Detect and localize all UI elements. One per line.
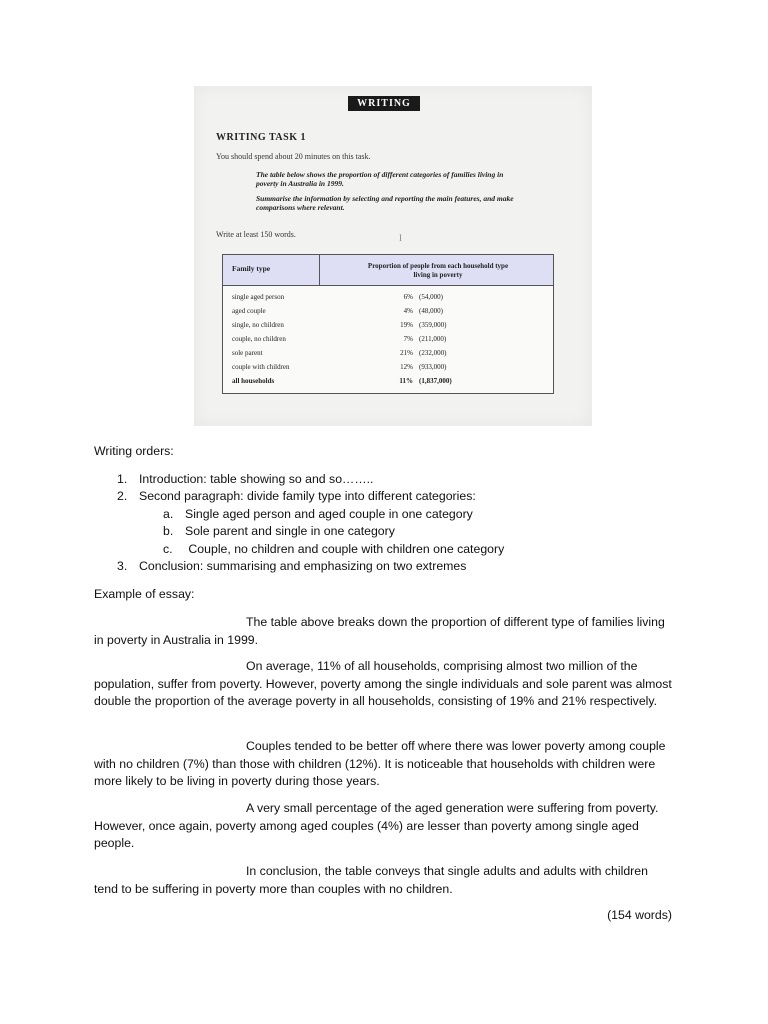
list-item-number: c. — [163, 542, 173, 556]
count-cell: (54,000) — [419, 293, 443, 301]
list-item-text: Single aged person and aged couple in one category — [185, 507, 473, 521]
table-row — [223, 361, 553, 375]
count-cell: (211,000) — [419, 335, 447, 343]
essay-paragraph: Couples tended to be better off where there was lower poverty among couple with no children (7%) than those with children (12%). It is noticeable that households with children were more likely to be living in poverty during those years. — [94, 739, 666, 788]
table-row-total — [223, 375, 553, 389]
list-item-text: Conclusion: summarising and emphasizing on two extremes — [139, 559, 467, 573]
column-header-proportion: Proportion of people from each household type living in poverty — [367, 262, 509, 279]
percent-cell: 6% — [403, 293, 413, 301]
table-row — [223, 305, 553, 319]
essay-paragraph: The table above breaks down the proportion of different type of families living in poverty in Australia in 1999. — [94, 615, 665, 647]
family-type-cell: single aged person — [232, 293, 285, 301]
list-item-number: 1. — [117, 472, 128, 486]
table-row — [223, 319, 553, 333]
family-type-cell: single, no children — [232, 321, 284, 329]
family-type-cell: couple, no children — [232, 335, 286, 343]
family-type-cell: all households — [232, 377, 275, 385]
list-item-number: 2. — [117, 489, 128, 503]
word-count: (154 words) — [607, 908, 672, 922]
table-header — [223, 255, 553, 286]
task-scan-image — [194, 86, 592, 426]
table-row — [223, 333, 553, 347]
task-min-words: Write at least 150 words. — [216, 230, 296, 239]
task-time-note: You should spend about 20 minutes on this task. — [216, 152, 371, 161]
list-subitem — [163, 542, 504, 556]
task-prompt — [256, 170, 516, 218]
section-banner: WRITING — [348, 96, 420, 111]
family-type-cell: couple with children — [232, 363, 290, 371]
essay-example-label: Example of essay: — [94, 587, 195, 601]
family-type-cell: aged couple — [232, 307, 266, 315]
list-item-text: Second paragraph: divide family type into different categories: — [139, 489, 476, 503]
list-item — [117, 472, 373, 486]
count-cell: (232,000) — [419, 349, 447, 357]
percent-cell: 21% — [400, 349, 413, 357]
percent-cell: 7% — [403, 335, 413, 343]
list-subitem — [163, 507, 473, 521]
percent-cell: 19% — [400, 321, 413, 329]
writing-orders-label: Writing orders: — [94, 444, 174, 458]
list-item-number: a. — [163, 507, 174, 521]
essay-paragraph: In conclusion, the table conveys that single adults and adults with children tend to be suffering in poverty more than couples with no children. — [94, 864, 648, 896]
text-cursor-icon: I — [399, 233, 402, 243]
essay-paragraph: A very small percentage of the aged generation were suffering from poverty. However, once again, poverty among aged couples (4%) are lesser than poverty among single aged people. — [94, 801, 659, 850]
poverty-table — [222, 254, 554, 394]
list-subitem — [163, 524, 395, 538]
list-item-number: b. — [163, 524, 174, 538]
percent-cell: 12% — [400, 363, 413, 371]
table-row — [223, 347, 553, 361]
table-body — [223, 291, 553, 389]
list-item-text: Introduction: table showing so and so…….. — [139, 472, 374, 486]
count-cell: (933,000) — [419, 363, 447, 371]
column-header-family-type: Family type — [232, 264, 271, 273]
list-item — [117, 559, 466, 573]
count-cell: (1,837,000) — [419, 377, 452, 385]
task-heading: WRITING TASK 1 — [216, 132, 306, 143]
list-item-text: Sole parent and single in one category — [185, 524, 395, 538]
family-type-cell: sole parent — [232, 349, 263, 357]
list-item-text: Couple, no children and couple with children one category — [185, 542, 505, 556]
list-item-number: 3. — [117, 559, 128, 573]
header-divider — [319, 255, 320, 285]
percent-cell: 4% — [403, 307, 413, 315]
table-row — [223, 291, 553, 305]
count-cell: (359,000) — [419, 321, 447, 329]
list-item — [117, 489, 476, 503]
task-prompt-instruction: Summarise the information by selecting and reporting the main features, and make comparisons where relevant. — [256, 194, 514, 212]
task-prompt-description: The table below shows the proportion of different categories of families living in poverty in Australia in 1999. — [256, 170, 504, 188]
percent-cell: 11% — [399, 377, 413, 385]
essay-paragraph: On average, 11% of all households, comprising almost two million of the population, suffer from poverty. However, poverty among the single individuals and sole parent was almost double the proportion of the average poverty in all households, consisting of 19% and 21% respectively. — [94, 659, 672, 708]
count-cell: (48,000) — [419, 307, 443, 315]
